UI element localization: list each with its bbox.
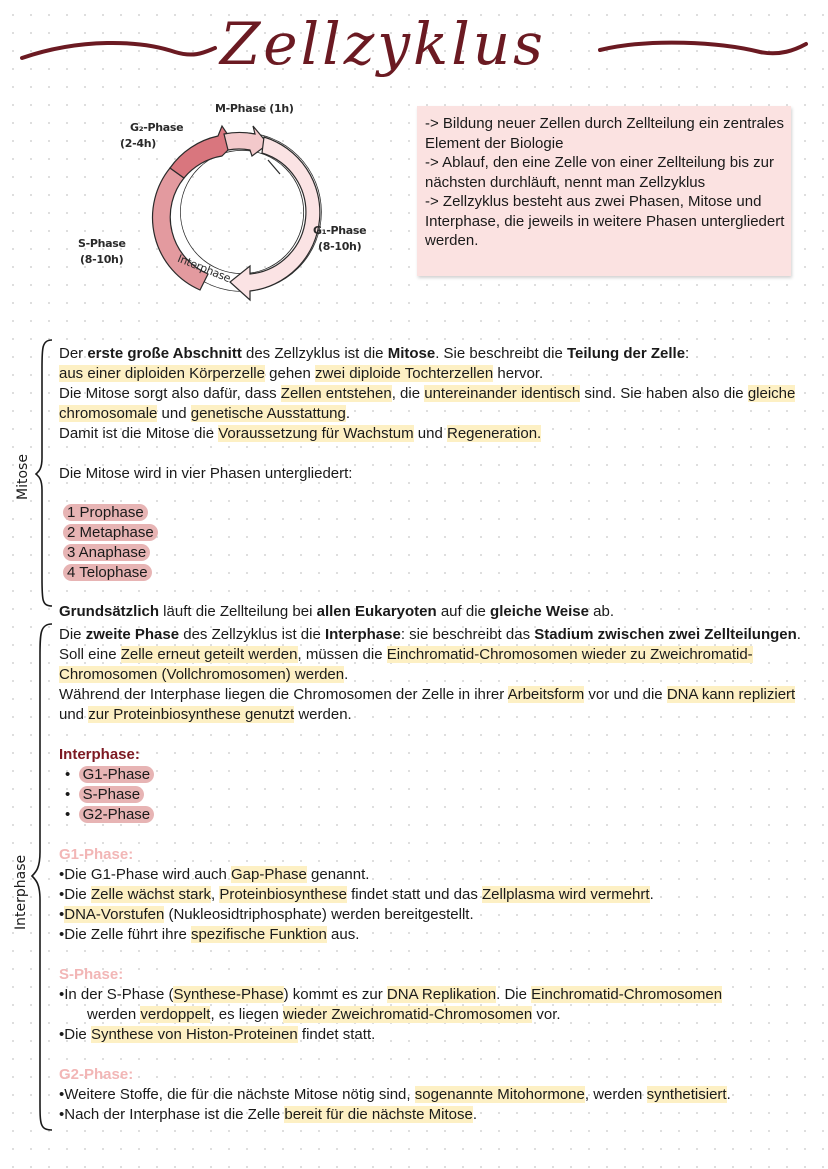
mitose-paragraph-4: Die Mitose wird in vier Phasen untergliedert: [59, 465, 353, 482]
mitose-paragraph-5: Grundsätzlich läuft die Zellteilung bei allen Eukaryoten auf die gleiche Weise ab. [59, 603, 615, 620]
s-line: werden verdoppelt, es liegen wieder Zweichromatid-Chromosomen vor. [87, 1006, 561, 1023]
mitose-bracket [34, 338, 58, 610]
mitose-phase-list [59, 503, 819, 583]
s-duration-label: (8-10h) [80, 253, 124, 266]
mitose-section [59, 344, 819, 622]
g1-heading: G1-Phase: [59, 846, 134, 863]
mitose-paragraph-3: Damit ist die Mitose die Voraussetzung für Wachstum und Regeneration. [59, 425, 542, 442]
interphase-list-heading: Interphase: [59, 746, 140, 763]
title-swoosh-left [22, 43, 215, 58]
list-item: • G1-Phase [65, 765, 819, 785]
interphase-ring-label: Interphase [175, 251, 233, 286]
interphase-side-label: Interphase [13, 854, 29, 930]
s-phase-label: S-Phase [78, 237, 126, 250]
interphase-bracket [30, 622, 58, 1134]
list-item: • G2-Phase [65, 805, 819, 825]
list-item: 3 Anaphase [63, 543, 819, 563]
g1-duration-label: (8-10h) [318, 240, 362, 253]
s-heading: S-Phase: [59, 966, 124, 983]
summary-line: -> Bildung neuer Zellen durch Zellteilung ein zentrales Element der Biologie [425, 115, 784, 152]
g1-phase-label: G₁-Phase [313, 224, 367, 237]
g1-line: •DNA-Vorstufen (Nukleosidtriphosphate) werden bereitgestellt. [59, 906, 474, 923]
interphase-paragraph-2: Soll eine Zelle erneut geteilt werden, müssen die Einchromatid-Chromosomen wieder zu Zweichromatid-Chromosomen (Vollchromosomen) werden. [59, 646, 753, 683]
summary-box [417, 106, 791, 276]
cycle-inner-ring [180, 150, 304, 274]
s-line: •Die Synthese von Histon-Proteinen findet statt. [59, 1026, 376, 1043]
mitose-paragraph-1: Der erste große Abschnitt des Zellzyklus ist die Mitose. Sie beschreibt die Teilung der Zelle: aus einer diploiden Körperzelle gehen zwei diploide Tochterzellen hervor. [59, 345, 690, 382]
interphase-section [59, 625, 819, 1125]
g2-phase-label: G₂-Phase [130, 121, 184, 134]
interphase-paragraph-1: Die zweite Phase des Zellzyklus ist die Interphase: sie beschreibt das Stadium zwischen zwei Zellteilungen. [59, 626, 801, 643]
g2-duration-label: (2-4h) [120, 137, 156, 150]
g1-phase-arrow [230, 137, 320, 300]
interphase-phase-list [59, 765, 819, 825]
summary-line: -> Zellzyklus besteht aus zwei Phasen, Mitose und Interphase, die jeweils in weitere Phasen untergliedert werden. [425, 193, 785, 249]
summary-line: -> Ablauf, den eine Zelle von einer Zellteilung bis zur nächsten durchläuft, nennt man Zellzyklus [425, 154, 774, 191]
list-item: 2 Metaphase [63, 523, 819, 543]
g2-line: •Nach der Interphase ist die Zelle bereit für die nächste Mitose. [59, 1106, 477, 1123]
m-phase-label: M-Phase (1h) [215, 102, 294, 115]
g2-line: •Weitere Stoffe, die für die nächste Mitose nötig sind, sogenannte Mitohormone, werden synthetisiert. [59, 1086, 731, 1103]
g1-line: •Die Zelle wächst stark, Proteinbiosynthese findet statt und das Zellplasma wird vermehrt. [59, 886, 654, 903]
mitose-side-label: Mitose [15, 454, 31, 500]
g2-heading: G2-Phase: [59, 1066, 134, 1083]
title-swoosh-right [600, 43, 806, 54]
list-item: 4 Telophase [63, 563, 819, 583]
g1-line: •Die Zelle führt ihre spezifische Funktion aus. [59, 926, 360, 943]
interphase-paragraph-3: Während der Interphase liegen die Chromosomen der Zelle in ihrer Arbeitsform vor und die DNA kann repliziert und zur Proteinbiosynthese genutzt werden. [59, 686, 796, 723]
mitose-paragraph-2: Die Mitose sorgt also dafür, dass Zellen entstehen, die untereinander identisch sind. Sie haben also die gleiche chromosomale und genetische Ausstattung. [59, 385, 796, 422]
page-title: Zellzyklus [220, 10, 546, 78]
s-line: •In der S-Phase (Synthese-Phase) kommt es zur DNA Replikation. Die Einchromatid-Chromosomen [59, 986, 723, 1003]
list-item: 1 Prophase [63, 503, 819, 523]
g1-line: •Die G1-Phase wird auch Gap-Phase genannt. [59, 866, 370, 883]
list-item: • S-Phase [65, 785, 819, 805]
